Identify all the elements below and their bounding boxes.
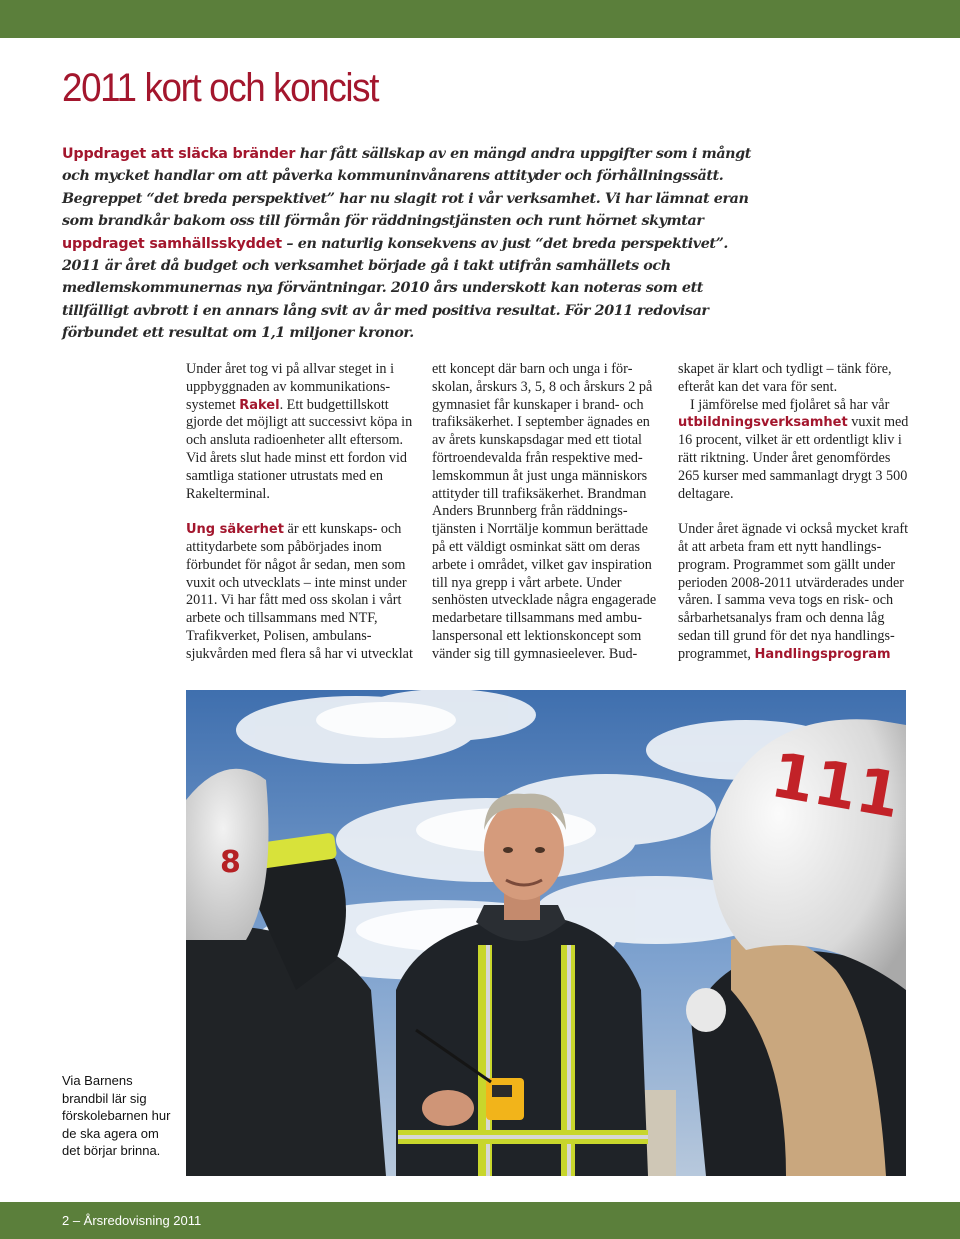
paragraph-rakel [186, 361, 414, 503]
text-span: Under året ägnade vi också mycket kraft åt att arbeta fram ett nytt handlingsprogram. Programmet som gällt under perioden 2008-2011 utvärderades under våren. I samma veva togs en risk- och sårbarhetsanalys fram och denna låg sedan till grund för det nya handlingsprogrammet, [678, 521, 909, 662]
paragraph-budskap: skapet är klart och tydligt – tänk före, efteråt kan det vara för sent. [678, 361, 892, 395]
paragraph-koncept: ett koncept där barn och unga i förskolan, årskurs 3, 5, 8 och årskurs 2 på gymnasiet får kunskaper i brand- och trafiksäkerhet. I september ägnades en av årets kunskapsdagar med ett tiotal förtroendevalda från respektive medlemskommun åt just unga människors attityder till trafiksäkerhet. Brandman Anders Brunnberg från räddningstjänsten i Norrtälje kommun berättade på ett väldigt osminkat sätt om deras arbete i området, vilket gav inspiration till nya grepp i vårt arbete. Under senhösten utvecklade några engagerade medarbetare tillsammans med ambulanspersonal ett lektionskoncept som vänder sig till gymnasieelever. Bud- [432, 361, 657, 662]
text-column-1 [186, 361, 414, 664]
footer-page-label: 2 – Årsredovisning 2011 [62, 1213, 202, 1228]
text-span: vuxit med 16 procent, vilket är ett ordentligt kliv i rätt riktning. Under året genomfördes 265 kurser med sammanlagt drygt 3 500 deltagare. [678, 414, 909, 502]
text-column-3 [678, 361, 910, 664]
intro-paragraph [62, 143, 768, 345]
photo-caption: Via Barnens brandbil lär sig förskolebarnen hur de ska agera om det börjar brinna. [62, 1073, 171, 1159]
top-color-band [0, 0, 960, 38]
text-column-2 [432, 361, 660, 664]
firefighter-photo-illustration [186, 690, 906, 1176]
paragraph-utbildning [678, 397, 910, 504]
page-title: 2011 kort och koncist [62, 66, 379, 110]
highlight-handlingsprogram: Handlingsprogram [754, 646, 891, 662]
intro-text-1: har fått sällskap av en mängd andra uppgifter som i mångt och mycket handlar om att påverka kommuninvånarens attityder och förhållningssätt. Begreppet “det breda perspektivet” har nu slagit rot i vår verksamhet. Vi har lämnat eran som brandkår bakom oss till förmån för räddningstjänsten och runt hörnet skymtar [62, 146, 751, 230]
firefighter-photo [186, 690, 906, 1176]
highlight-ung-sakerhet: Ung säkerhet [186, 522, 284, 538]
text-span: I jämförelse med fjolåret så har vår [690, 396, 890, 413]
highlight-rakel: Rakel [239, 397, 280, 413]
paragraph-ung-sakerhet [186, 521, 414, 663]
paragraph-handlingsprogram [678, 521, 910, 663]
intro-text-2: – en naturlig konsekvens av just “det breda perspektivet”. 2011 är året då budget och verksamhet började gå i takt utifrån samhällets och medlemskommunernas nya förväntningar. 2010 års underskott kan noteras som ett tillfälligt avbrott i en annars lång svit av år med positiva resultat. För 2011 redovisar förbundet ett resultat om 1,1 miljoner kronor. [62, 235, 728, 342]
helmet-number: 111 [765, 738, 906, 833]
intro-highlight-2: uppdraget samhällsskyddet [62, 235, 282, 252]
text-span: är ett kunskaps- och attitydarbete som påbörjades inom förbundet för något år sedan, men som vuxit och utvecklats – inte minst under 2011. Vi har fått med oss skolan i vårt arbete och tillsammans med NTF, Trafikverket, Polisen, ambulanssjukvården med flera så har vi utvecklat [186, 521, 413, 662]
text-span: Under året tog vi på allvar steget in i uppbyggnaden av kommunikationssystemet [186, 361, 395, 413]
text-span: . Ett budgettillskott gjorde det möjligt att successivt köpa in och ansluta radioenheter allt eftersom. Vid årets slut hade minst ett fordon vid samtliga stationer utrustats med en Rakelterminal. [186, 396, 413, 502]
sleeve-number: 8 [220, 845, 241, 880]
highlight-utbildningsverksamhet: utbildningsverksamhet [678, 415, 848, 431]
intro-highlight-1: Uppdraget att släcka bränder [62, 146, 296, 162]
